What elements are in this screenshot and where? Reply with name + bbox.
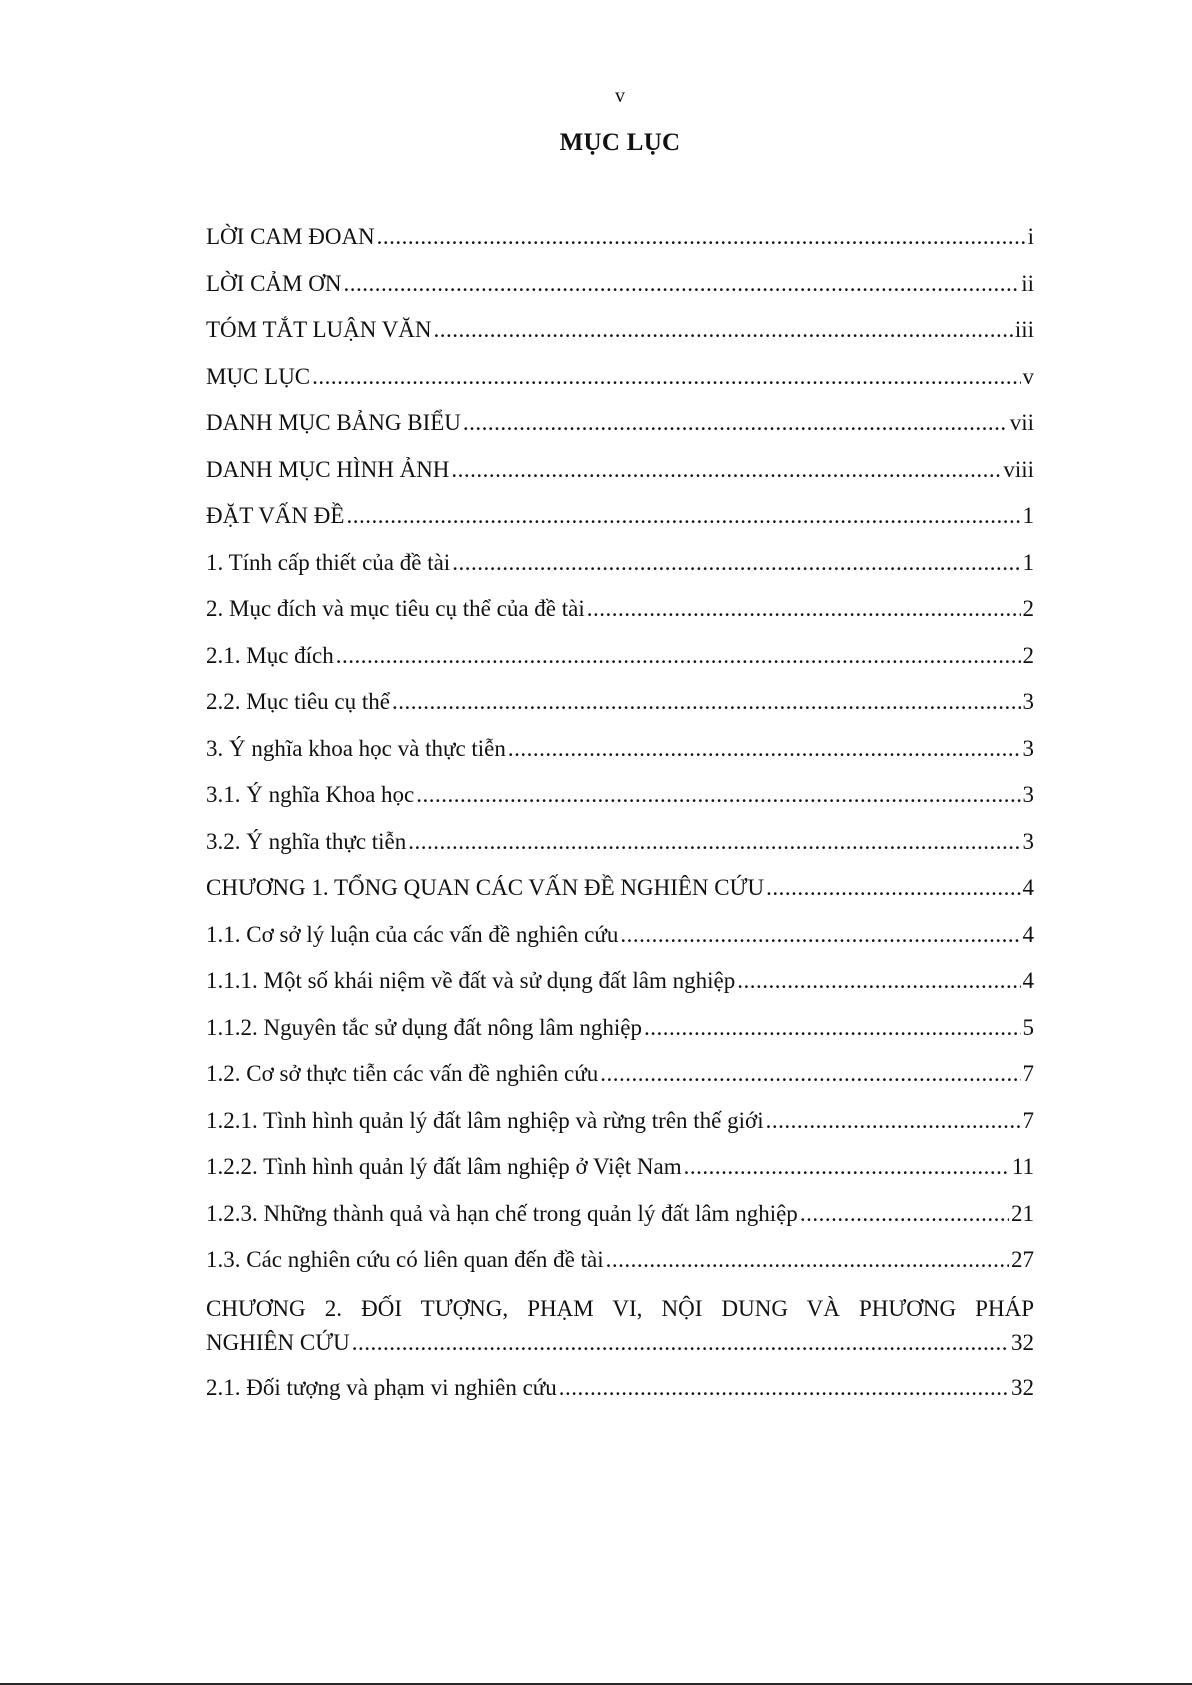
toc-entry-page: 4: [1022, 921, 1034, 947]
page-title: MỤC LỤC: [559, 129, 681, 156]
toc-entry-label: 1.1. Cơ sở lý luận của các vấn đề nghiên cứu: [206, 921, 619, 947]
toc-entry-line2: [206, 1326, 1034, 1360]
toc-entry-tom-tat: [206, 315, 1034, 362]
toc-entry-label: 1.3. Các nghiên cứu có liên quan đến đề tài: [206, 1247, 604, 1272]
toc-leader-dots: [737, 966, 1020, 996]
toc-entry-page: 3: [1022, 828, 1034, 854]
toc-leader-dots: [343, 269, 1019, 299]
toc-entry-page: 3: [1022, 782, 1034, 807]
toc-entry-2-1: [206, 641, 1034, 688]
toc-leader-dots: [766, 1106, 1021, 1136]
toc-entry-page: 32: [1011, 1374, 1034, 1400]
table-of-contents: [206, 222, 1034, 1419]
toc-leader-dots: [392, 687, 1021, 717]
toc-entry-label: 1.2. Cơ sở thực tiễn các vấn đề nghiên cứu: [206, 1061, 599, 1086]
toc-leader-dots: [587, 594, 1021, 624]
toc-entry-page: 1: [1022, 549, 1034, 575]
toc-entry-page: 4: [1022, 968, 1034, 993]
toc-entry-label: 1. Tính cấp thiết của đề tài: [206, 549, 451, 575]
toc-entry-page: 2: [1022, 596, 1034, 621]
toc-entry-muc-luc: [206, 362, 1034, 409]
toc-leader-dots: [451, 455, 1001, 485]
toc-leader-dots: [600, 1059, 1020, 1089]
toc-entry-page: 4: [1022, 875, 1034, 900]
toc-entry-label-line2: NGHIÊN CỨU: [206, 1329, 350, 1355]
toc-leader-dots: [684, 1152, 1010, 1182]
toc-entry-page: 3: [1022, 689, 1034, 714]
toc-entry-label: 1.2.1. Tình hình quản lý đất lâm nghiệp và rừng trên thế giới: [206, 1107, 764, 1133]
toc-leader-dots: [452, 548, 1020, 578]
toc-entry-1-2-1: [206, 1106, 1034, 1153]
toc-entry-label: 2.2. Mục tiêu cụ thể: [206, 689, 390, 714]
toc-entry-label: 1.2.2. Tình hình quản lý đất lâm nghiệp ở Việt Nam: [206, 1154, 682, 1179]
toc-entry-label: TÓM TẮT LUẬN VĂN: [206, 317, 432, 342]
toc-entry-label-line1: CHƯƠNG 2. ĐỐI TƯỢNG, PHẠM VI, NỘI DUNG VÀ PHƯƠNG PHÁP: [206, 1295, 1034, 1321]
toc-entry-danh-muc-hinh-anh: [206, 455, 1034, 502]
toc-entry-1-3: [206, 1245, 1034, 1292]
toc-leader-dots: [463, 408, 1008, 438]
toc-entry-label: LỜI CAM ĐOAN: [206, 224, 375, 249]
toc-entry-label: 1.1.2. Nguyên tắc sử dụng đất nông lâm nghiệp: [206, 1014, 642, 1040]
toc-entry-page: 3: [1022, 735, 1034, 761]
toc-entry-danh-muc-bang-bieu: [206, 408, 1034, 455]
toc-entry-page: 7: [1022, 1061, 1034, 1086]
toc-leader-dots: [346, 501, 1020, 531]
toc-entry-chuong-1: [206, 873, 1034, 920]
toc-entry-page: 2: [1022, 642, 1034, 668]
toc-entry-page: vii: [1009, 410, 1034, 435]
page-number: v: [615, 85, 625, 107]
toc-entry-1-1-1: [206, 966, 1034, 1013]
toc-entry-loi-cam-doan: [206, 222, 1034, 269]
toc-entry-page: 11: [1011, 1154, 1034, 1179]
toc-entry-page: v: [1022, 363, 1034, 389]
toc-entry-2-2: [206, 687, 1034, 734]
toc-entry-label: 3.1. Ý nghĩa Khoa học: [206, 782, 415, 807]
toc-entry-label: 3.2. Ý nghĩa thực tiễn: [206, 828, 407, 854]
toc-entry-3: [206, 734, 1034, 781]
toc-entry-1-2: [206, 1059, 1034, 1106]
toc-entry-page: 27: [1011, 1247, 1034, 1272]
toc-leader-dots: [434, 315, 1013, 345]
toc-leader-dots: [620, 920, 1020, 950]
toc-entry-page: 1: [1022, 503, 1034, 528]
toc-entry-label: 3. Ý nghĩa khoa học và thực tiễn: [206, 735, 506, 761]
toc-leader-dots: [377, 222, 1026, 252]
toc-entry-label: LỜI CẢM ƠN: [206, 270, 342, 296]
toc-leader-dots: [408, 827, 1020, 857]
toc-entry-page: 7: [1022, 1107, 1034, 1133]
toc-entry-page: ii: [1021, 270, 1034, 296]
toc-entry-page: 5: [1022, 1014, 1034, 1040]
toc-entry-loi-cam-on: [206, 269, 1034, 316]
toc-leader-dots: [416, 780, 1020, 810]
toc-entry-label: CHƯƠNG 1. TỔNG QUAN CÁC VẤN ĐỀ NGHIÊN CỨU: [206, 875, 765, 900]
toc-leader-dots: [800, 1199, 1009, 1229]
toc-entry-label: DANH MỤC BẢNG BIỂU: [206, 410, 461, 435]
toc-entry-label: 2.1. Mục đích: [206, 642, 334, 668]
toc-entry-3-2: [206, 827, 1034, 874]
toc-leader-dots: [766, 873, 1020, 903]
toc-entry-1-1: [206, 920, 1034, 967]
toc-entry-3-1: [206, 780, 1034, 827]
toc-entry-page: 32: [1011, 1329, 1034, 1355]
toc-leader-dots: [352, 1326, 1009, 1360]
toc-leader-dots: [644, 1013, 1021, 1043]
toc-entry-label: DANH MỤC HÌNH ẢNH: [206, 456, 450, 482]
toc-entry-page: i: [1027, 224, 1034, 249]
toc-entry-page: 21: [1011, 1200, 1034, 1226]
toc-entry-label: ĐẶT VẤN ĐỀ: [206, 503, 345, 528]
toc-entry-label: 2. Mục đích và mục tiêu cụ thể của đề tài: [206, 596, 585, 621]
toc-entry-1: [206, 548, 1034, 595]
toc-entry-label: 1.1.1. Một số khái niệm về đất và sử dụng đất lâm nghiệp: [206, 968, 736, 993]
toc-entry-label: 1.2.3. Những thành quả và hạn chế trong quản lý đất lâm nghiệp: [206, 1200, 798, 1226]
toc-entry-2-1-doi-tuong: [206, 1373, 1034, 1420]
toc-entry-1-2-2: [206, 1152, 1034, 1199]
toc-entry-2: [206, 594, 1034, 641]
toc-entry-chuong-2: [206, 1292, 1034, 1373]
toc-leader-dots: [336, 641, 1021, 671]
toc-entry-1-2-3: [206, 1199, 1034, 1246]
toc-leader-dots: [312, 362, 1020, 392]
toc-leader-dots: [508, 734, 1021, 764]
toc-leader-dots: [606, 1245, 1009, 1275]
toc-leader-dots: [559, 1373, 1009, 1403]
toc-entry-dat-van-de: [206, 501, 1034, 548]
toc-entry-page: viii: [1003, 456, 1034, 482]
toc-entry-label: MỤC LỤC: [206, 363, 311, 389]
toc-entry-1-1-2: [206, 1013, 1034, 1060]
toc-entry-page: iii: [1014, 317, 1034, 342]
toc-entry-label: 2.1. Đối tượng và phạm vi nghiên cứu: [206, 1374, 557, 1400]
